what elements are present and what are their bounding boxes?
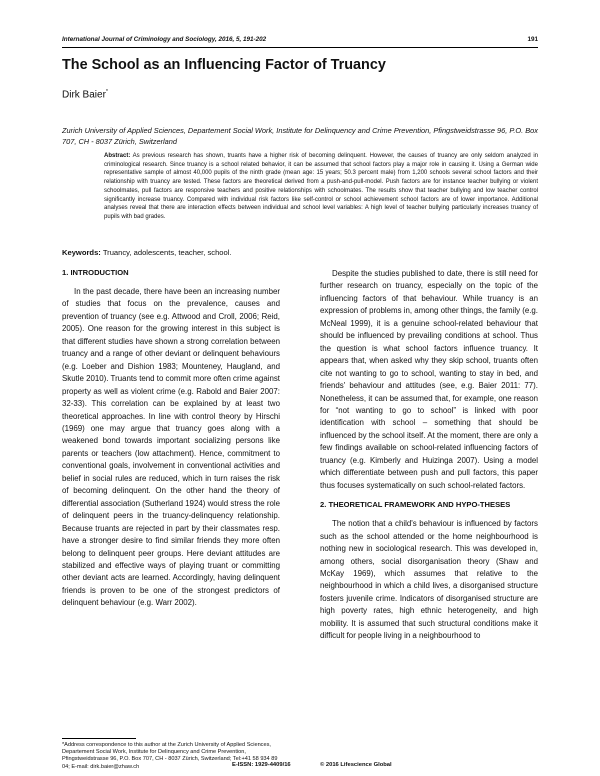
author-line [62, 89, 108, 100]
footnote-rule [62, 738, 136, 739]
page-number: 191 [527, 36, 538, 43]
header-rule [62, 47, 538, 48]
theory-paragraph: The notion that a child's behaviour is influenced by factors such as the school attended or the home neighbourhood is nothing new in sociological research. This was developed in, among others, social disorganisation theory (Shaw and McKay 1969), which assumes that relative to the neighbourhood in which a child lives, a disorganised structure fosters juvenile crime. Indicators of disorganised structure are high poverty rates, high ethnic heterogeneity, and high mobility. It is assumed that such structural conditions make it difficult for people living in a neighbourhood to [320, 519, 538, 641]
right-column [320, 268, 538, 643]
author-affiliation: Zurich University of Applied Sciences, Departement Social Work, Institute for Delinquency and Crime Prevention, Pfingstweidstrasse 96, P.O. Box 707, CH - 8037 Zürich, Switzerland [62, 126, 538, 146]
introduction-paragraph: In the past decade, there have been an increasing number of studies that focus on the prevalence, causes and prevention of truancy (see e.g. Attwood and Croll, 2006; Reid, 2005). One reason for the growing interest in this subject is that different studies have shown a strong correlation between truancy and a range of other deviant or delinquent behaviours (e.g. Loeber and Dishion 1983; Mounteney, Haugland, and Skutle 2010). Truants tend to commit more often crime against property as well as violent crime (e.g. Rabold and Baier 2007: 32-33). This correlation can be explained by at least two theoretical approaches. In line with control theory by Hirschi (1969) one may argue that truancy goes along with a weakened bond towards important socializing persons like parents or teachers (low attachment). Hence, commitment to conventional goals, involvement in conventional activities and belief in social rules are reduced, which in turn raises the risk of becoming delinquent. On the other hand the theory of differential association (Sutherland 1924) would stress the role of delinquent peers in the truancy-delinquency relationship. Because truants are rejected in part by their classmates resp. have a stronger desire to find similar friends they more often belong to delinquent peer groups. Here deviant attitudes are stabilized and effective ways of playing truant or committing other deviant acts are learned. Accordingly, having delinquent friends is proven to be one of the strongest predictors of delinquent behaviour (e.g. Warr 2002). [62, 287, 280, 608]
left-column [62, 268, 280, 610]
author-footnote-mark: * [105, 89, 109, 95]
correspondence-footnote: *Address correspondence to this author at the Zurich University of Applied Sciences, Departement Social Work, Institute for Delinquency and Crime Prevention, Pfingstweidstrasse 96, P.O. Box 707, CH - 8037 Zürich, Switzerland; Tel:+41 58 934 89 04; E-mail: dirk.baier@zhaw.ch [62, 742, 278, 770]
footer-copyright: © 2016 Lifescience Global [320, 762, 392, 768]
section-heading-introduction: 1. INTRODUCTION [62, 268, 129, 277]
abstract-text: As previous research has shown, truants have a higher risk of becoming delinquent. However, the causes of truancy are only seldom analyzed in criminological research. Since truancy is a school related behavior, it can be assumed that school factors play a major role in causing it. Using a German wide representative sample of almost 40,000 pupils of the ninth grade (mean age: 15 years; 50.3 percent male) from 1,200 schools several school factors and their relationship with truancy are tested. These factors are theoretical derived from a push-and-pull-model. Push factors are for instance teacher bullying or violent schoolmates, pull factors are responsive teachers and positive relationships with schoolmates. The results show that teacher bullying and low teacher control significantly increase truancy. Compared with individual risk factors like self-control or school achievement school factors are of lower importance. Additional analyses reveal that there are interaction effects between individual and school level variables: A high level of teacher bullying particularly increases truancy of pupils with bad grades. [104, 153, 538, 220]
abstract-label: Abstract: [104, 153, 131, 159]
section-heading-theory: 2. THEORETICAL FRAMEWORK AND HYPO-THESES [320, 500, 511, 510]
keywords-label: Keywords: [62, 248, 101, 257]
article-title: The School as an Influencing Factor of Truancy [62, 57, 386, 73]
author-name: Dirk Baier [62, 89, 106, 101]
keywords-text: Truancy, adolescents, teacher, school. [102, 248, 232, 257]
journal-citation: International Journal of Criminology and Sociology, 2016, 5, 191-202 [62, 36, 267, 43]
footer-issn: E-ISSN: 1929-4409/16 [232, 762, 291, 768]
keywords [62, 248, 232, 257]
introduction-paragraph-continued: Despite the studies published to date, there is still need for further research on truancy, especially on the topic of the influencing factors of that behaviour. While truancy is an expression of problems in, among other things, the family (e.g. McNeal 1999), it is a genuine school-related behaviour that should be influenced by prevailing conditions at school. Thus the question is what school factors influence truancy. It appears that, when asked why they skip school, truants often cite not wanting to go to school, wanting to stay in bed, and friends' behaviour and attitudes (see, e.g. Baier 2011: 77). Nonetheless, it can be assumed that, for example, one reason for “not wanting to go to school” is linked with poor identification with school – something that should be influenced by the school itself. At the moment, there are only a few findings available on school-related influencing factors of truancy (e.g. Kimberly and Huizinga 2007). Using a model which differentiate between push and pull factors, this paper thus focuses systematically on such school-related factors. [320, 269, 538, 490]
abstract [104, 152, 538, 222]
